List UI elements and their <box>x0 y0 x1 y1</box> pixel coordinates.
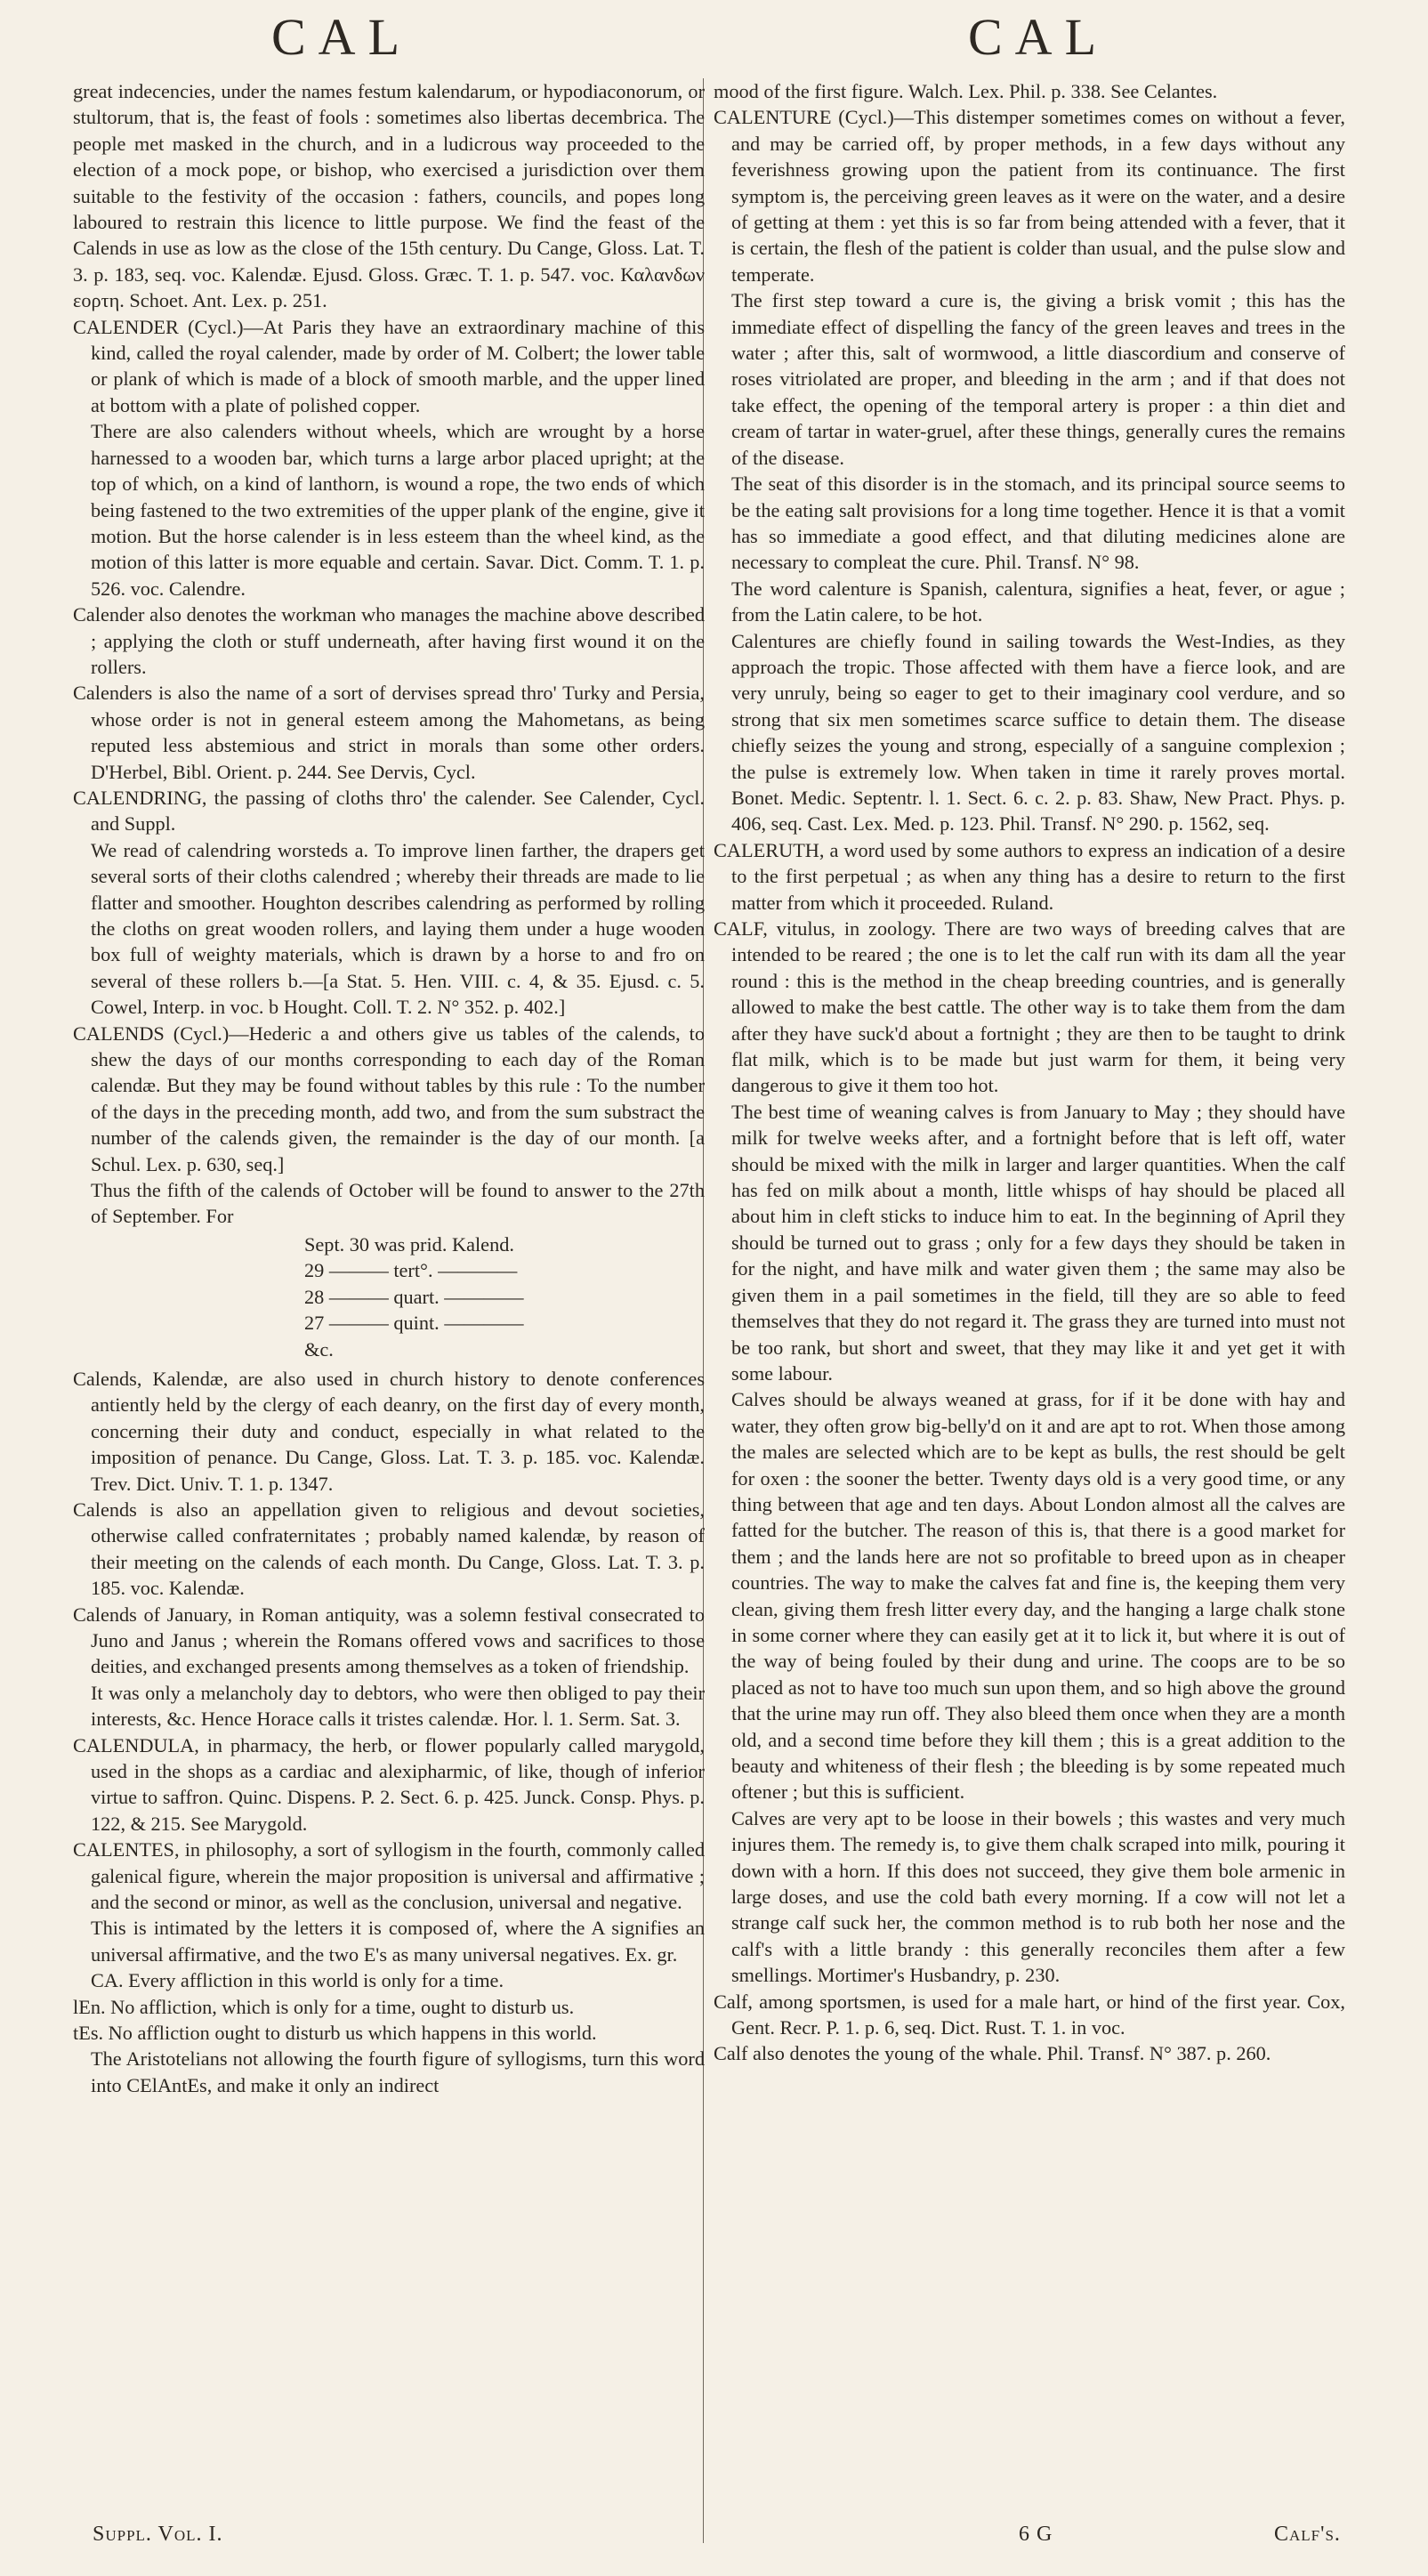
calends-table-row: 27 ——— quint. ———— <box>304 1312 524 1335</box>
calends-table-row: &c. <box>304 1337 334 1361</box>
entry-calendring: CALENDRING, the passing of cloths thro' the calender. See Calender, Cycl. and Suppl. <box>73 786 705 836</box>
entry-calends-societies: Calends is also an appellation given to religious and devout societies, otherwise called confraternitates ; probably named kalendæ, by reason of their meeting on the calends of each month. Du Cange, Gloss. Lat. T. 3. p. 185. voc. Kalendæ. <box>73 1498 705 1600</box>
paragraph-calender-wheels: There are also calenders without wheels, which are wrought by a horse harnessed to a wooden bar, which turns a large arbor placed upright; at the top of which, on a kind of lanthorn, is wound a rope, the two ends of which being fastened to the two extremities of the upper plank of the engine, give it motion. But the horse calender is in less esteem than the wheel kind, as the motion of this latter is more equable and certain. Savar. Dict. Comm. T. 1. p. 526. voc. Calendre. <box>91 420 705 600</box>
paragraph-weaning-calves: The best time of weaning calves is from January to May ; they should have milk for twelve weeks after, and a fortnight before that is left off, water should be mixed with the milk in larger and larger quantities. When the calf has fed on milk about a month, little whisps of hay should be placed all about him in cleft sticks to induce him to eat. In the beginning of April they should be turned out to grass ; only for a few days they should be taken in for the night, and have milk and water given them ; the same may also be given them in a pail sometimes in the field, till they are so able to feed themselves that they do not regard it. The grass they are turned into must not be too rank, but short and sweet, that they may like it and yet get it with some labour. <box>731 1100 1345 1385</box>
entry-calends-church: Calends, Kalendæ, are also used in church history to denote conferences antiently held by the clergy of each deanry, on the first day of every month, concerning their duty and conduct, especially in what related to the imposition of penance. Du Cange, Gloss. Lat. T. 3. p. 185. voc. Kalendæ. Trev. Dict. Univ. T. 1. p. 1347. <box>73 1367 705 1495</box>
calends-table-row: Sept. 30 was prid. Kalend. <box>304 1232 514 1256</box>
entry-caleruth: CALERUTH, a word used by some authors to express an indication of a desire to the first perpetual ; as when any thing has a desire to return to the first matter from which it proceeded. Ruland. <box>714 838 1345 914</box>
entry-calendula: CALENDULA, in pharmacy, the herb, or flower popularly called marygold, used in the shops as a cardiac and alexipharmic, of like, though of inferior virtue to saffron. Quinc. Dispens. P. 2. Sect. 6. p. 425. Junck. Consp. Phys. p. 122, & 215. See Marygold. <box>73 1733 705 1835</box>
syllogism-line: CA. Every affliction in this world is only for a time. <box>91 1969 504 1992</box>
paragraph-calends-october: Thus the fifth of the calends of October will be found to answer to the 27th of September. For <box>91 1179 705 1228</box>
paragraph-aristotelians: The Aristotelians not allowing the fourth figure of syllogisms, turn this word into CElAntEs, and make it only an indirect <box>91 2047 705 2096</box>
calends-table <box>73 1231 705 1362</box>
right-column <box>714 78 1345 2516</box>
running-head-left: CAL <box>271 8 412 66</box>
syllogism-line: tEs. No affliction ought to disturb us which happens in this world. <box>73 2022 597 2045</box>
paragraph-calentures-west-indies: Calentures are chiefly found in sailing towards the West-Indies, as they approach the tropic. Those affected with them have a fierce look, and are very unruly, being so eager to get to their imaginary cool verdure, and so strong that six men sometimes scarce suffice to detain them. The disease chiefly seizes the young and strong, especially of a sanguine complexion ; the pulse is extremely low. When taken in time it rarely proves mortal. Bonet. Medic. Septentr. l. 1. Sect. 6. c. 2. p. 83. Shaw, New Pract. Phys. p. 406, seq. Cast. Lex. Med. p. 123. Phil. Transf. N° 290. p. 1562, seq. <box>731 629 1345 836</box>
paragraph-calenture-word: The word calenture is Spanish, calentura, signifies a heat, fever, or ague ; from the Latin calere, to be hot. <box>731 577 1345 626</box>
entry-calends: CALENDS (Cycl.)—Hederic a and others give us tables of the calends, to shew the days of our months corresponding to each day of the Roman calendæ. But they may be found without tables by this rule : To the number of the days in the preceding month, add two, and from the sum substract the number of the calends given, the remainder is the day of our month. [a Schul. Lex. p. 630, seq.] <box>73 1022 705 1175</box>
left-column <box>73 78 705 2516</box>
calends-table-row: 28 ——— quart. ———— <box>304 1285 524 1308</box>
paragraph-calves-grass: Calves should be always weaned at grass, for if it be done with hay and water, they often grow big-belly'd on it and are apt to rot. When those among the males are selected which are to be kept as bulls, the rest should be gelt for oxen : the sooner the better. Twenty days old is a very good time, or any thing between that age and ten days. About London almost all the calves are fatted for the butcher. The reason of this is, that there is a good market for them ; and the lands here are not so profitable to breed upon as in cheaper countries. The way to make the calves fat and fine is, the keeping them very clean, giving them fresh litter every day, and the hanging a large chalk stone in some corner where they can easily get at it to lick it, but where it is out of the way of being fouled by their dung and urine. The coops are to be so placed as not to have too much sun upon them, and so high above the ground that the urine may run off. They also bleed them once when they are a month old, and a second time before they kill them ; this is a great addition to the beauty and whiteness of their flesh ; the bleeding is by some repeated much oftener ; but this is sufficient. <box>731 1388 1345 1804</box>
running-head-right: CAL <box>968 8 1109 66</box>
paragraph-calves-loose: Calves are very apt to be loose in their bowels ; this wastes and very much injures them. The remedy is, to give them chalk scraped into milk, pouring it down with a horn. If this does not succeed, they give them bole armenic in large doses, and use the cold bath every morning. If a cow will not let a strange calf suck her, the common method is to rub both her nose and the calf's with a little brandy : this generally reconciles them after a few smellings. Mortimer's Husbandry, p. 230. <box>731 1806 1345 1987</box>
entry-calends-january: Calends of January, in Roman antiquity, was a solemn festival consecrated to Juno and Janus ; wherein the Romans offered vows and sacrifices to those deities, and exchanged presents among themselves as a token of friendship. <box>73 1603 705 1678</box>
footer-signature: 6 G <box>1019 2523 1053 2546</box>
entry-calf-sportsmen: Calf, among sportsmen, is used for a male hart, or hind of the first year. Cox, Gent. Recr. P. 1. p. 6, seq. Dict. Rust. T. 1. in voc. <box>714 1990 1345 2039</box>
paragraph-debtors: It was only a melancholy day to debtors, who were then obliged to pay their interests, &c. Hence Horace calls it tristes calendæ. Hor. l. 1. Serm. Sat. 3. <box>91 1681 705 1731</box>
paragraph-calenture-cure: The first step toward a cure is, the giving a brisk vomit ; this has the immediate effect of dispelling the fancy of the green leaves and trees in the water ; after this, salt of wormwood, a little diascordium and conserve of roses vitriolated are proper, and bleeding in the arm ; and if that does not take effect, the opening of the temporal artery is proper : a thin diet and cream of tartar in water-gruel, after these things, generally cures the remains of the disease. <box>731 289 1345 469</box>
entry-calf-whale: Calf also denotes the young of the whale. Phil. Transf. N° 387. p. 260. <box>714 2042 1271 2065</box>
entry-calenders-dervises: Calenders is also the name of a sort of dervises spread thro' Turky and Persia, whose order is not in general esteem among the Mahometans, as being reputed less abstemious and strict in morals than some other orders. D'Herbel, Bibl. Orient. p. 244. See Dervis, Cycl. <box>73 682 705 783</box>
entry-calender: CALENDER (Cycl.)—At Paris they have an extraordinary machine of this kind, called the royal calender, made by order of M. Colbert; the lower table or plank of which is made of a block of smooth marble, and the upper lined at bottom with a plate of polished copper. <box>73 315 705 416</box>
paragraph-calenture-seat: The seat of this disorder is in the stomach, and its principal source seems to be the eating salt provisions for a long time together. Hence it is that a vomit has so immediate a good effect, and that diluting medicines alone are necessary to compleat the cure. Phil. Transf. N° 98. <box>731 472 1345 574</box>
syllogism-line: lEn. No affliction, which is only for a time, ought to disturb us. <box>73 1995 575 2018</box>
paragraph-calentes-letters: This is intimated by the letters it is composed of, where the A signifies an universal affirmative, and the two E's as many universal negatives. Ex. gr. <box>91 1917 705 1966</box>
footer-volume: Suppl. Vol. I. <box>93 2523 223 2546</box>
entry-calf: CALF, vitulus, in zoology. There are two ways of breeding calves that are intended to be reared ; the one is to let the calf run with its dam all the year round : this is the method in the cheap breeding countries, and is generally allowed to make the best cattle. The other way is to take them from the dam after they have suck'd about a fortnight ; they are then to be taught to drink flat milk, which is to be made but just warm for them, it being very dangerous to give it them too hot. <box>714 917 1345 1097</box>
footer-catchword: Calf's. <box>1274 2523 1341 2546</box>
entry-feast-of-fools: great indecencies, under the names festum kalendarum, or hypodiaconorum, or stultorum, that is, the feast of fools : sometimes also libertas decembrica. The people met masked in the church, and in a ludicrous way proceeded to the election of a mock pope, or bishop, who exercised a jurisdiction over them suitable to the festivity of the occasion : fathers, councils, and popes long laboured to restrain this licence to little purpose. We find the feast of the Calends in use as low as the close of the 15th century. Du Cange, Gloss. Lat. T. 3. p. 183, seq. voc. Kalendæ. Ejusd. Gloss. Græc. T. 1. p. 547. voc. Καλανδων εορτη. Schoet. Ant. Lex. p. 251. <box>73 80 705 312</box>
entry-calentes: CALENTES, in philosophy, a sort of syllogism in the fourth, commonly called galenical figure, wherein the major proposition is universal and affirmative ; and the second or minor, as well as the conclusion, universal and negative. <box>73 1838 705 1914</box>
entry-celantes-continued: mood of the first figure. Walch. Lex. Phil. p. 338. See Celantes. <box>714 80 1218 102</box>
calends-table-row: 29 ——— tert°. ———— <box>304 1259 518 1282</box>
paragraph-calendring-worsteds: We read of calendring worsteds a. To improve linen farther, the drapers get several sorts of their cloths calendred ; whereby their threads are made to lie flatter and smoother. Houghton describes calendring as performed by rolling the cloths on great wooden rollers, and laying them under a huge wooden box full of weighty materials, which is drawn by a horse to and fro on several of these rollers b.—[a Stat. 5. Hen. VIII. c. 4, & 35. Ejusd. c. 5. Cowel, Interp. in voc. b Hought. Coll. T. 2. N° 352. p. 402.] <box>91 838 705 1019</box>
entry-calender-workman: Calender also denotes the workman who manages the machine above described ; applying the cloth or stuff underneath, after having first wound it on the rollers. <box>73 603 705 678</box>
entry-calenture: CALENTURE (Cycl.)—This distemper sometimes comes on without a fever, and may be carried off, by proper methods, in a few days without any feverishness growing upon the patient from its continuance. The first symptom is, the perceiving green leaves as it were on the water, and a desire of getting at them : yet this is so far from being attended with a fever, that it is certain, the flesh of the patient is colder than usual, and the pulse slow and temperate. <box>714 106 1345 286</box>
